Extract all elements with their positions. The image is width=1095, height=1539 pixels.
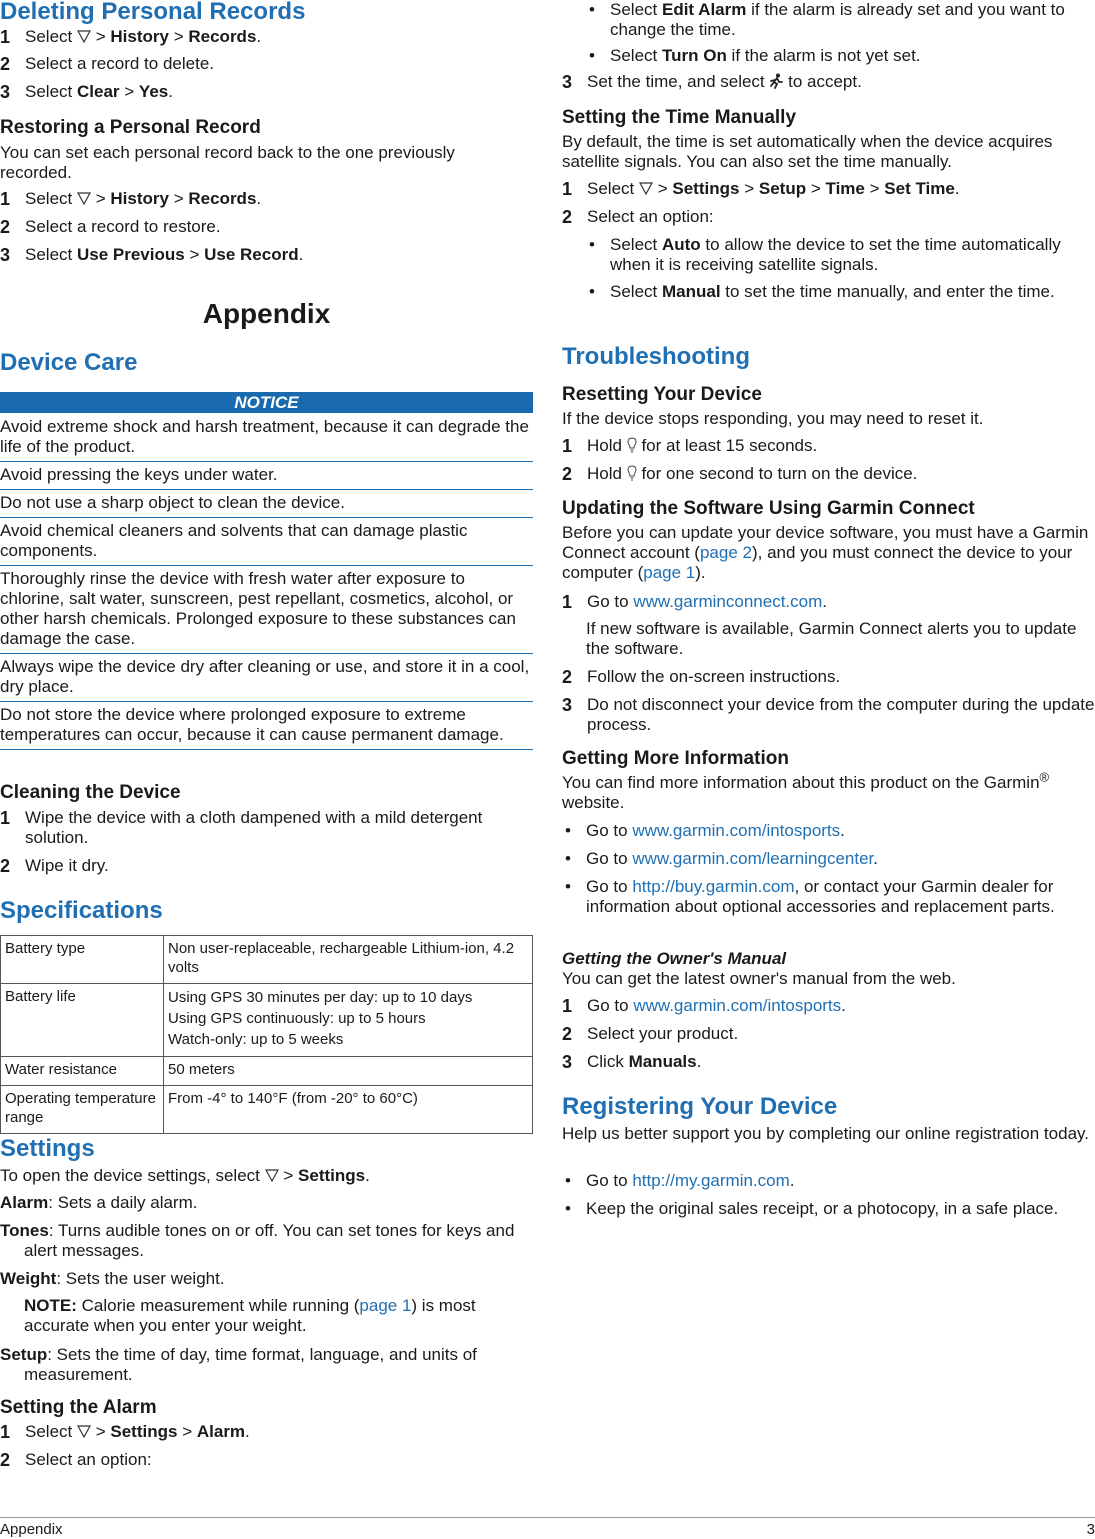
bullet-bold: Manual	[661, 282, 721, 301]
down-triangle-icon	[77, 29, 91, 43]
step-item	[0, 856, 533, 884]
list-item	[562, 1199, 1095, 1245]
down-triangle-icon	[77, 1424, 91, 1438]
step-item	[562, 436, 1095, 464]
subsection-title-time-manual: Setting the Time Manually	[562, 107, 797, 128]
step-number: 1	[0, 189, 11, 209]
list-item	[562, 877, 1095, 943]
register-list	[562, 1171, 1095, 1245]
step-item	[0, 217, 533, 245]
step-punct: .	[822, 592, 828, 611]
time-manual-body: By default, the time is set automatically when the device acquires satellite signals. You can also set the time manually.	[562, 132, 1053, 171]
notice-item: Always wipe the device dry after cleaning or use, and store it in a cool, dry place.	[0, 654, 533, 702]
step-item	[562, 207, 1095, 227]
step-punct: .	[256, 27, 262, 46]
step-text: Go to	[587, 592, 634, 611]
section-title-specifications: Specifications	[0, 897, 163, 924]
step-number: 1	[0, 1422, 11, 1442]
bullet-text: if the alarm is not yet set.	[726, 46, 921, 65]
subsection-title-alarm: Setting the Alarm	[0, 1397, 157, 1418]
notice-label: NOTICE	[0, 392, 533, 413]
more-info-list	[562, 821, 1095, 943]
definition-text: : Sets the time of day, time format, language, and units of measurement.	[24, 1345, 477, 1384]
note-page-link[interactable]: page 1	[359, 1296, 412, 1315]
step-number: 2	[0, 1450, 11, 1470]
step-number: 2	[562, 1024, 573, 1044]
definition-text: : Sets a daily alarm.	[48, 1193, 198, 1212]
step-item	[0, 808, 533, 856]
page-link[interactable]: page 1	[643, 563, 696, 582]
definition-term: Setup	[0, 1345, 48, 1364]
deleting-steps	[0, 27, 533, 110]
update-text: ).	[695, 563, 706, 582]
step-bold-clear: Clear	[76, 82, 120, 101]
manual-body: You can get the latest owner's manual from the web.	[562, 969, 956, 988]
more-info-body	[562, 769, 1095, 813]
step-number: 1	[562, 592, 573, 612]
step-punct: .	[298, 245, 304, 264]
list-item	[586, 235, 1095, 282]
bullet-text: Select	[610, 235, 662, 254]
step-text: Select an option:	[25, 1450, 152, 1469]
step-item	[562, 996, 1095, 1024]
step-item	[562, 1052, 1095, 1080]
spec-key: Battery life	[1, 984, 164, 1057]
step-item	[0, 1450, 533, 1478]
settings-punct: .	[365, 1166, 370, 1185]
note-text: ) is most accurate when you enter your weight.	[24, 1296, 476, 1335]
bullet-text: Select	[610, 46, 662, 65]
step-item	[562, 72, 1095, 92]
notice-item: Do not store the device where prolonged exposure to extreme temperatures can occur, because it can cause permanent damage.	[0, 702, 533, 750]
bullet-dot: •	[565, 849, 571, 868]
more-info-text: You can find more information about this product on the Garmin	[562, 773, 1040, 792]
appendix-title: Appendix	[202, 298, 331, 329]
alarm-options	[586, 0, 1095, 73]
notice-item: Avoid chemical cleaners and solvents that can damage plastic components.	[0, 518, 533, 566]
cleaning-steps	[0, 808, 533, 884]
step-number: 2	[562, 207, 573, 227]
step-number: 2	[562, 667, 573, 687]
subsection-title-owners-manual: Getting the Owner's Manual	[562, 949, 787, 968]
definition-term: Alarm	[0, 1193, 49, 1212]
spec-value: From -4° to 140°F (from -20° to 60°C)	[164, 1086, 533, 1134]
page-link[interactable]: page 2	[699, 543, 752, 562]
step-item	[562, 592, 1095, 612]
bullet-dot: •	[565, 821, 571, 840]
step-item	[0, 245, 533, 273]
step-number: 1	[562, 436, 573, 456]
bullet-text: Select	[610, 0, 662, 19]
weight-note	[24, 1296, 529, 1336]
update-body	[562, 523, 1095, 583]
register-body: Help us better support you by completing our online registration today.	[562, 1124, 1089, 1143]
list-item	[586, 282, 1095, 328]
runner-icon	[769, 73, 783, 89]
step-text: Follow the on-screen instructions.	[587, 667, 841, 686]
step-bold-history: History	[110, 27, 169, 46]
list-item	[562, 821, 1095, 849]
step-text: Do not disconnect your device from the computer during the update process.	[587, 695, 1095, 734]
table-row	[1, 1086, 533, 1134]
subsection-title-more-info: Getting More Information	[562, 748, 789, 769]
update-text: Before you can update your device software, you must have a Garmin Connect account (	[562, 523, 1089, 562]
step-text: Select	[25, 1422, 73, 1441]
subsection-title-updating: Updating the Software Using Garmin Connect	[562, 498, 975, 519]
registered-mark: ®	[1039, 769, 1050, 785]
settings-bold: Settings	[298, 1166, 366, 1185]
footer-section: Appendix	[0, 1521, 63, 1538]
definition-term: Weight	[0, 1269, 57, 1288]
time-options	[586, 235, 1095, 328]
section-title-settings: Settings	[0, 1135, 95, 1162]
bullet-bold: Edit Alarm	[661, 0, 747, 19]
step-text: for one second to turn on the device.	[641, 464, 918, 483]
step-item	[562, 695, 1095, 735]
step-text: Select	[25, 82, 73, 101]
alarm-steps	[0, 1422, 533, 1478]
step-separator: >	[173, 27, 184, 46]
list-item	[586, 0, 1095, 46]
step-bold-history: History	[110, 189, 169, 208]
step-number: 1	[0, 27, 11, 47]
reset-body: If the device stops responding, you may need to reset it.	[562, 409, 984, 428]
subsection-title-cleaning: Cleaning the Device	[0, 782, 181, 803]
definition-weight	[0, 1269, 533, 1289]
step-separator: >	[173, 189, 184, 208]
step-item	[0, 54, 533, 82]
table-row	[1, 936, 533, 984]
definition-alarm	[0, 1193, 533, 1213]
learningcenter-link[interactable]: www.garmin.com/learningcenter	[632, 849, 874, 868]
step-bold-use-previous: Use Previous	[76, 245, 185, 264]
bullet-text: to set the time manually, and enter the time.	[720, 282, 1055, 301]
light-bulb-icon	[627, 437, 637, 453]
step-bold-set-time: Set Time	[884, 179, 955, 198]
step-item	[562, 1024, 1095, 1052]
step-bold-time: Time	[825, 179, 865, 198]
step-punct: .	[696, 1052, 702, 1071]
bullet-text: to allow the device to set the time automatically when it is receiving satellite signals.	[610, 235, 1061, 274]
step-item	[0, 189, 533, 217]
down-triangle-icon	[639, 181, 653, 195]
step-separator: >	[124, 82, 135, 101]
bullet-dot: •	[589, 282, 595, 301]
step-number: 2	[562, 464, 573, 484]
step-bold-yes: Yes	[138, 82, 169, 101]
step-number: 3	[562, 1052, 573, 1072]
step-separator: >	[95, 27, 106, 46]
notice-item: Thoroughly rinse the device with fresh water after exposure to chlorine, salt water, sunscreen, pest repellant, cosmetics, alcohol, or other harsh chemicals. Prolonged exposure to these substances can damage the case.	[0, 566, 533, 654]
list-item	[562, 849, 1095, 877]
notice-item: Avoid extreme shock and harsh treatment, because it can degrade the life of the product.	[0, 413, 533, 462]
bullet-bold: Auto	[661, 235, 701, 254]
spec-key: Water resistance	[1, 1057, 164, 1086]
bullet-dot: •	[565, 877, 571, 896]
bullet-text: .	[873, 849, 878, 868]
step-text: Select your product.	[587, 1024, 739, 1043]
bullet-text: Go to	[586, 821, 633, 840]
table-row	[1, 1057, 533, 1086]
spec-value: 50 meters	[164, 1057, 533, 1086]
step-separator: >	[189, 245, 200, 264]
spec-value-line: Watch-only: up to 5 weeks	[168, 1031, 344, 1048]
bullet-text: .	[789, 1171, 795, 1190]
reset-steps	[562, 436, 1095, 492]
step-number: 1	[0, 808, 11, 828]
step-bold-manuals: Manuals	[628, 1052, 697, 1071]
more-info-text: website.	[562, 793, 625, 812]
settings-intro	[0, 1166, 533, 1186]
buy-garmin-link[interactable]: http://buy.garmin.com	[632, 877, 795, 896]
step-number: 3	[0, 245, 11, 265]
step-separator: >	[869, 179, 880, 198]
step-separator: >	[95, 1422, 106, 1441]
step-separator: >	[182, 1422, 193, 1441]
spec-key: Battery type	[1, 936, 164, 984]
notice-item: Do not use a sharp object to clean the device.	[0, 490, 533, 518]
step-number: 1	[562, 996, 573, 1016]
step-text: Wipe the device with a cloth dampened with a mild detergent solution.	[25, 808, 483, 847]
step-punct: .	[841, 996, 846, 1015]
step-text: Click	[587, 1052, 629, 1071]
step-punct: .	[245, 1422, 250, 1441]
notice-item: Avoid pressing the keys under water.	[0, 462, 533, 490]
bullet-text: , or contact your Garmin dealer for information about optional accessories and replacement parts.	[586, 877, 1055, 916]
step-number: 2	[0, 856, 11, 876]
step-bold-setup: Setup	[758, 179, 807, 198]
step-text: for at least 15 seconds.	[641, 436, 818, 455]
step-text: Select a record to delete.	[25, 54, 215, 73]
notice-box	[0, 392, 533, 750]
bullet-text: Keep the original sales receipt, or a photocopy, in a safe place.	[586, 1199, 1059, 1218]
step-punct: .	[256, 189, 262, 208]
spec-value-line: Using GPS 30 minutes per day: up to 10 days	[168, 989, 473, 1006]
step-text: Select	[25, 27, 73, 46]
light-bulb-icon	[627, 465, 637, 481]
garminconnect-link[interactable]: www.garminconnect.com	[633, 592, 823, 611]
definition-term: Tones	[0, 1221, 49, 1240]
step-text: to accept.	[788, 72, 862, 91]
note-text: Calorie measurement while running (	[76, 1296, 360, 1315]
step-bold-settings: Settings	[672, 179, 740, 198]
step-item	[0, 27, 533, 54]
update-note: If new software is available, Garmin Connect alerts you to update the software.	[586, 619, 1077, 658]
intosports-link[interactable]: www.garmin.com/intosports	[632, 821, 841, 840]
step-punct: .	[954, 179, 960, 198]
bullet-bold: Turn On	[661, 46, 727, 65]
note-label: NOTE:	[24, 1296, 77, 1315]
definition-tones	[0, 1221, 533, 1261]
down-triangle-icon	[265, 1168, 279, 1182]
step-item	[562, 179, 1095, 199]
step-text: Select	[25, 245, 73, 264]
definition-text: : Turns audible tones on or off. You can set tones for keys and alert messages.	[24, 1221, 515, 1260]
bullet-text: Select	[610, 282, 662, 301]
step-bold-records: Records	[188, 27, 257, 46]
manual-steps	[562, 996, 1095, 1080]
bullet-text: Go to	[586, 877, 633, 896]
page-footer	[0, 1517, 1095, 1539]
definition-setup	[0, 1345, 533, 1385]
subsection-title-resetting: Resetting Your Device	[562, 384, 762, 405]
step-number: 3	[562, 695, 573, 715]
restoring-body: You can set each personal record back to the one previously recorded.	[0, 143, 455, 182]
bullet-text: Go to	[586, 849, 633, 868]
bullet-text: Go to	[586, 1171, 633, 1190]
list-item	[586, 46, 1095, 73]
settings-separator: >	[283, 1166, 294, 1185]
page-number: 3	[1086, 1521, 1095, 1538]
step-number: 2	[0, 54, 11, 74]
step-separator: >	[744, 179, 755, 198]
restoring-steps	[0, 189, 533, 273]
section-title-registering: Registering Your Device	[562, 1093, 838, 1120]
step-text: Select	[25, 189, 73, 208]
bullet-dot: •	[589, 0, 595, 19]
bullet-dot: •	[589, 46, 595, 65]
step-text: Select a record to restore.	[25, 217, 221, 236]
step-text: Wipe it dry.	[25, 856, 109, 875]
intosports-link[interactable]: www.garmin.com/intosports	[633, 996, 842, 1015]
step-text: Hold	[587, 436, 622, 455]
step-item	[562, 464, 1095, 492]
subsection-title-restoring: Restoring a Personal Record	[0, 117, 261, 138]
step-text: Select	[587, 179, 635, 198]
list-item	[562, 1171, 1095, 1199]
bullet-dot: •	[565, 1171, 571, 1190]
update-text: ), and you must connect the device to your computer (	[562, 543, 1073, 582]
step-bold-alarm: Alarm	[196, 1422, 246, 1441]
step-number: 3	[562, 72, 573, 92]
step-item	[562, 667, 1095, 687]
step-separator: >	[95, 189, 106, 208]
bullet-dot: •	[589, 235, 595, 254]
table-row	[1, 984, 533, 1057]
definition-text: : Sets the user weight.	[56, 1269, 225, 1288]
spec-key: Operating temperature range	[1, 1086, 164, 1134]
step-text: Hold	[587, 464, 622, 483]
step-number: 2	[0, 217, 11, 237]
step-number: 1	[562, 179, 573, 199]
specifications-table	[0, 935, 533, 1134]
step-text: Go to	[587, 996, 634, 1015]
step-separator: >	[657, 179, 668, 198]
step-number: 3	[0, 82, 11, 102]
step-punct: .	[168, 82, 173, 101]
section-title-deleting-records: Deleting Personal Records	[0, 0, 306, 25]
step-bold-records: Records	[188, 189, 257, 208]
step-item	[0, 82, 533, 110]
spec-value: Non user-replaceable, rechargeable Lithium-ion, 4.2 volts	[164, 936, 533, 984]
step-bold-use-record: Use Record	[204, 245, 299, 264]
bullet-dot: •	[565, 1199, 571, 1218]
bullet-text: .	[840, 821, 845, 840]
bullet-text: if the alarm is already set and you want to change the time.	[610, 0, 1065, 39]
spec-value-line: Using GPS continuously: up to 5 hours	[168, 1010, 426, 1027]
section-title-device-care: Device Care	[0, 349, 138, 376]
step-text: Select an option:	[587, 207, 714, 226]
down-triangle-icon	[77, 191, 91, 205]
settings-intro-text: To open the device settings, select	[0, 1166, 260, 1185]
step-item	[0, 1422, 533, 1450]
step-separator: >	[810, 179, 821, 198]
section-title-troubleshooting: Troubleshooting	[562, 343, 750, 370]
spec-value	[164, 984, 533, 1057]
my-garmin-link[interactable]: http://my.garmin.com	[632, 1171, 790, 1190]
step-bold-settings: Settings	[110, 1422, 178, 1441]
step-text: Set the time, and select	[587, 72, 765, 91]
